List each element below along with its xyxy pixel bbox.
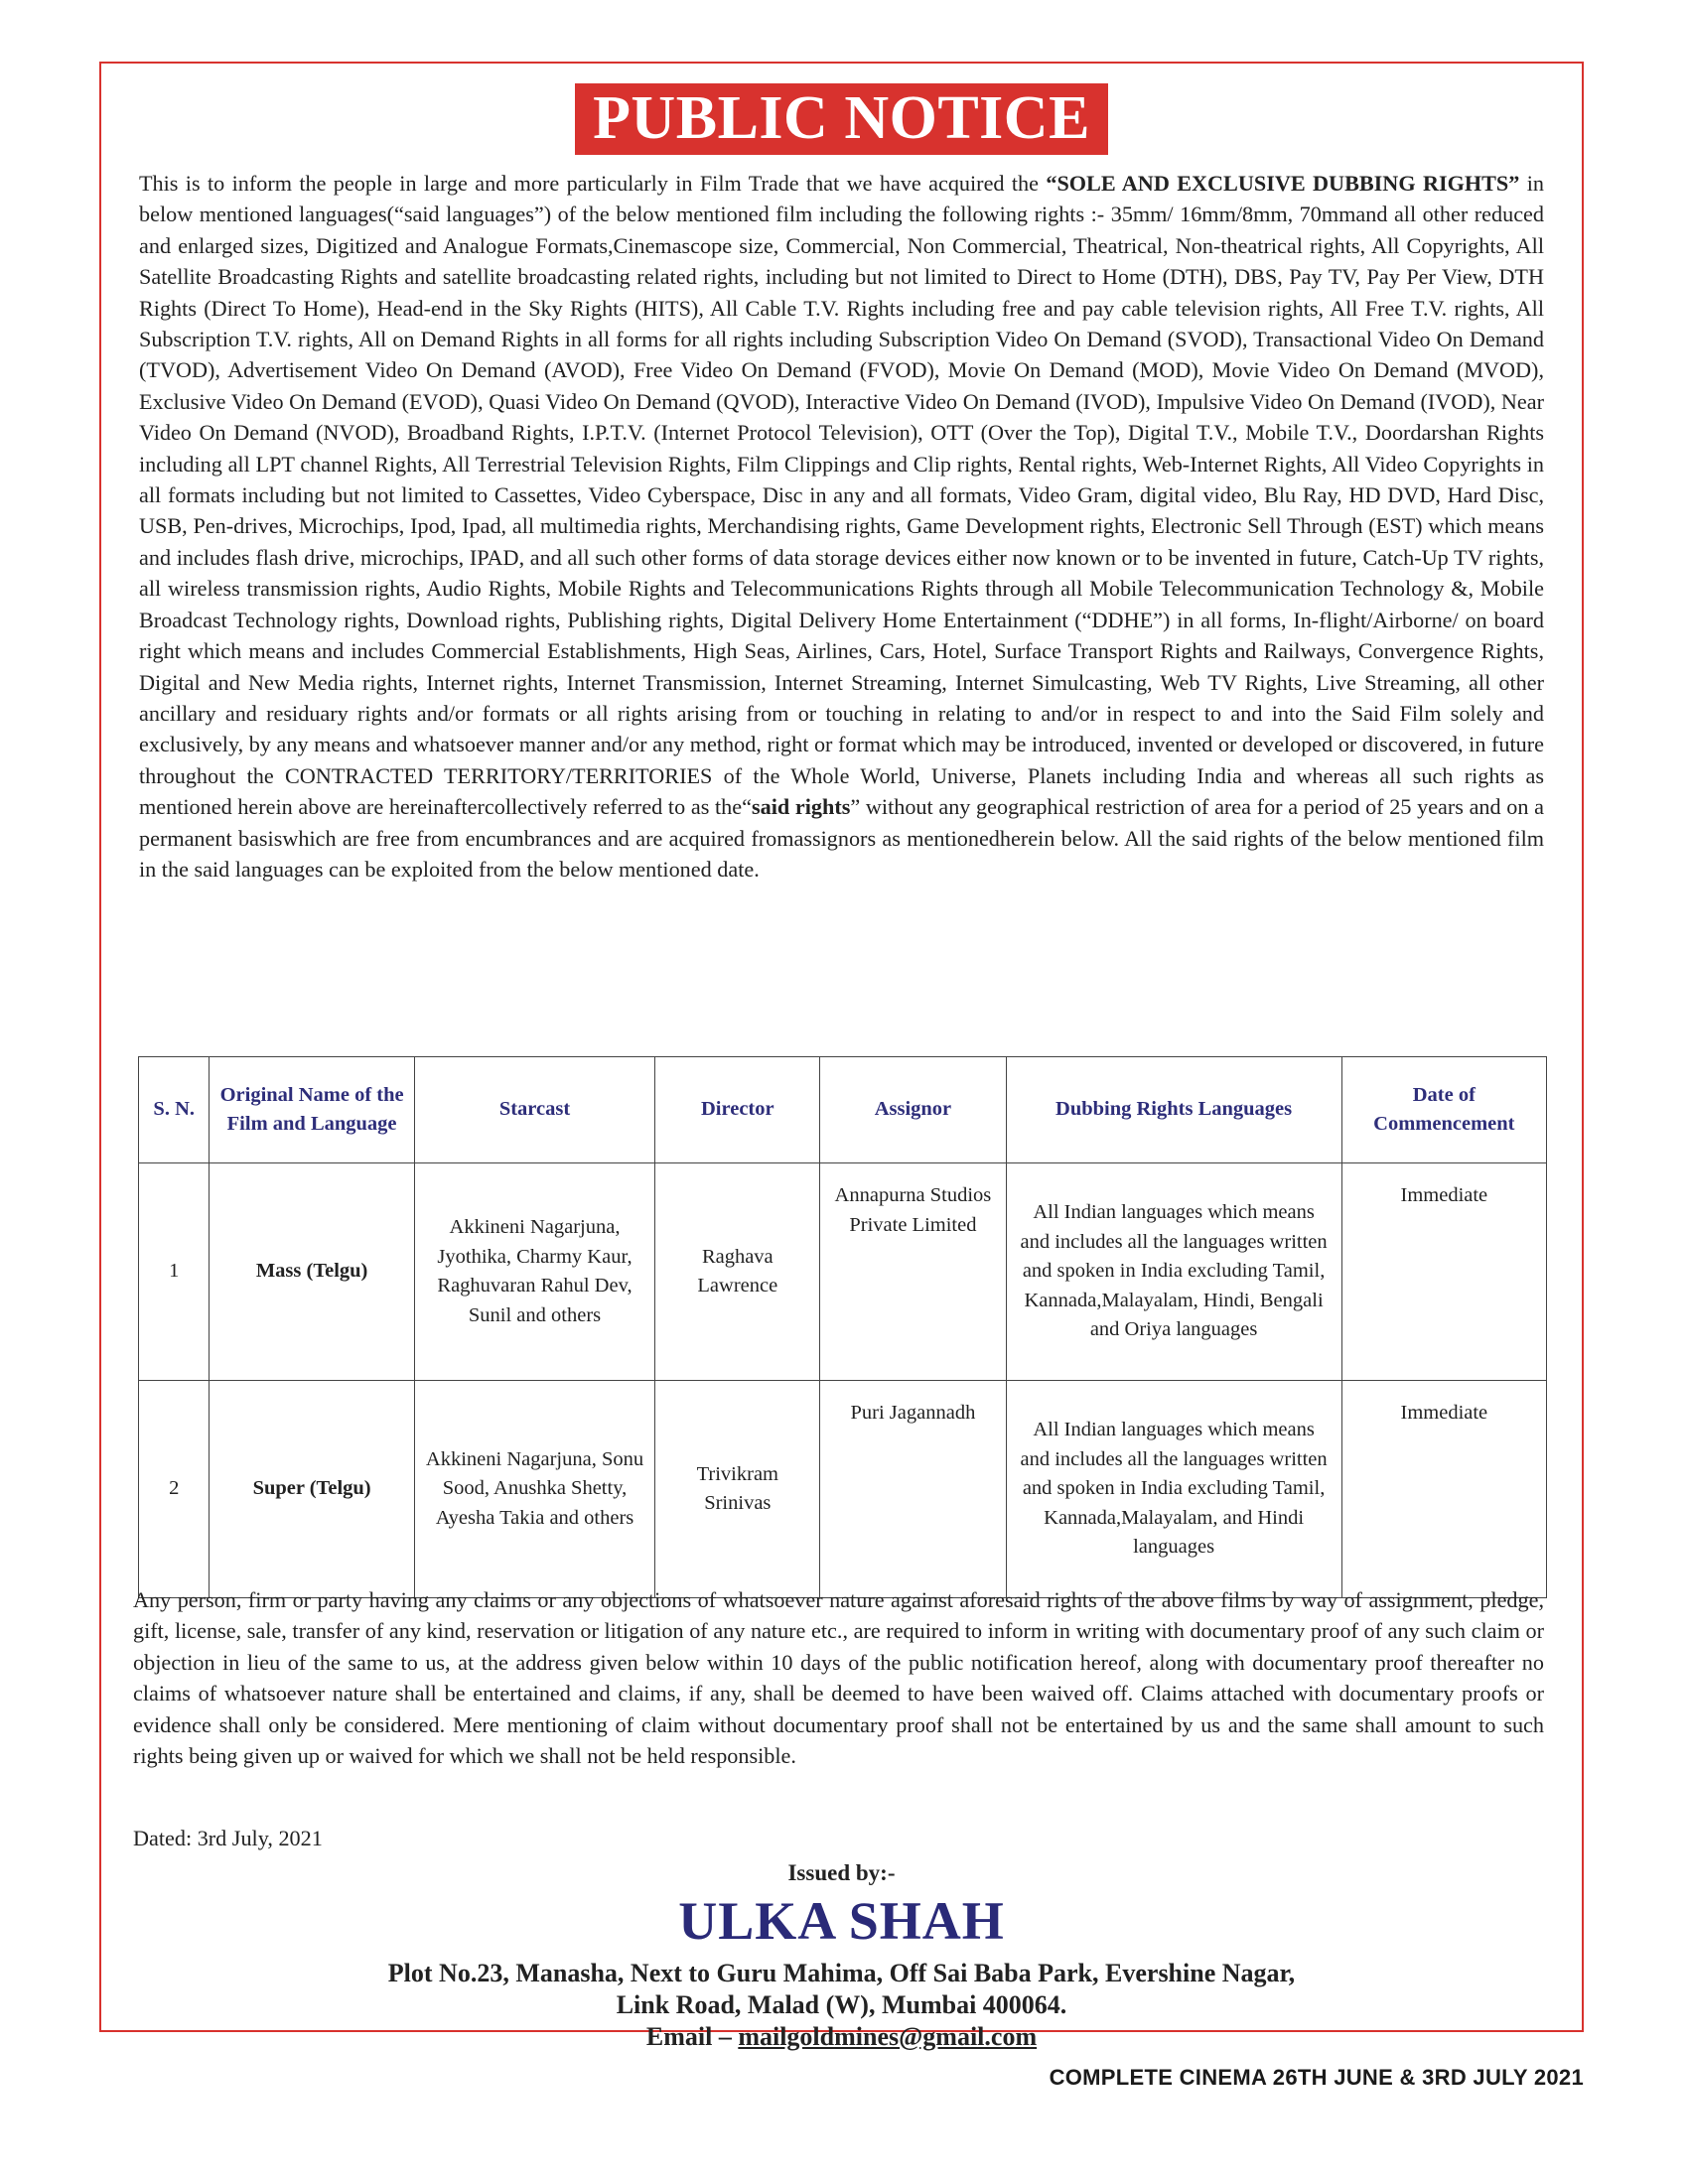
header-film: Original Name of the Film and Language [210,1057,414,1163]
address-line-1: Plot No.23, Manasha, Next to Guru Mahima, Off Sai Baba Park, Evershine Nagar, [387,1959,1296,1987]
intro-text-start: This is to inform the people in large and more particularly in Film Trade that we have acquired the [139,171,1047,196]
address-line-2: Link Road, Malad (W), Mumbai 400064. [616,1990,1067,2019]
intro-bold-said-rights: said rights [751,794,851,820]
header-date: Date of Commencement [1341,1057,1546,1163]
header-starcast: Starcast [414,1057,655,1163]
intro-text-end: ” without any geographical restriction of area for a period of 25 years and on a permanent basiswhich are free from encumbrances and are acquired fromassignors as mentionedherein below. All the said rights of the below mentioned film in the said languages can be exploited from the below mentioned date. [139,794,1544,882]
issuer-address [101,1958,1582,2053]
closing-paragraph: Any person, firm or party having any claims or any objections of whatsoever nature against aforesaid rights of the above films by way of assignment, pledge, gift, license, sale, transfer of any kind, reservation or litigation of any nature etc., are required to inform in writing with documentary proof of any such claim or objection in lieu of the same to us, at the address given below within 10 days of the public notification hereof, along with documentary proof thereafter no claims of whatsoever nature shall be entertained and claims, if any, shall be deemed to have been waived off. Claims attached with documentary proofs or evidence shall only be considered. Mere mentioning of claim without documentary proof shall not be entertained by us and the same shall amount to such rights being given up or waived for which we shall not be held responsible. [133,1587,1544,1769]
cell-film: Super (Telgu) [210,1381,414,1598]
email-link[interactable]: mailgoldmines@gmail.com [738,2022,1038,2051]
email-label: Email – [645,2022,739,2051]
header-sn: S. N. [139,1057,210,1163]
dated-line: Dated: 3rd July, 2021 [133,1826,323,1850]
films-table [138,1056,1547,1598]
cell-assignor: Puri Jagannadh [820,1381,1006,1598]
intro-text-middle: in below mentioned languages(“said languages”) of the below mentioned film including the following rights :- 35mm/ 16mm/8mm, 70mmand all other reduced and enlarged sizes, Digitized and Analogue Formats,Cinemascope size, Commercial, Non Commercial, Theatrical, Non-theatrical rights, All Copyrights, All Satellite Broadcasting Rights and satellite broadcasting related rights, including but not limited to Direct to Home (DTH), DBS, Pay TV, Pay Per View, DTH Rights (Direct To Home), Head-end in the Sky Rights (HITS), All Cable T.V. Rights including free and pay cable television rights, All Free T.V. rights, All Subscription T.V. rights, All on Demand Rights in all forms for all rights including Subscription Video On Demand (SVOD), Transactional Video On Demand (TVOD), Advertisement Video On Demand (AVOD), Free Video On Demand (FVOD), Movie On Demand (MOD), Movie Video On Demand (MVOD), Exclusive Video On Demand (EVOD), Quasi Video On Demand (QVOD), Interactive Video On Demand (IVOD), Impulsive Video On Demand (IVOD), Near Video On Demand (NVOD), Broadband Rights, I.P.T.V. (Internet Protocol Television), OTT (Over the Top), Digital T.V., Mobile T.V., Doordarshan Rights including all LPT channel Rights, All Terrestrial Television Rights, Film Clippings and Clip rights, Rental rights, Web-Internet Rights, All Video Copyrights in all formats including but not limited to Cassettes, Video Cyberspace, Disc in any and all formats, Video Gram, digital video, Blu Ray, HD DVD, Hard Disc, USB, Pen-drives, Microchips, Ipod, Ipad, all multimedia rights, Merchandising rights, Game Development rights, Electronic Sell Through (EST) which means and includes flash drive, microchips, IPAD, and all such other forms of data storage devices either now known or to be invented in future, Catch-Up TV rights, all wireless transmission rights, Audio Rights, Mobile Rights and Telecommunications Rights through all Mobile Telecommunication Technology &, Mobile Broadcast Technology rights, Download rights, Publishing rights, Digital Delivery Home Entertainment (“DDHE”) in all forms, In-flight/Airborne/ on board right which means and includes Commercial Establishments, High Seas, Airlines, Cars, Hotel, Surface Transport Rights and Railways, Convergence Rights, Digital and New Media rights, Internet rights, Internet Transmission, Internet Streaming, Internet Simulcasting, Web TV Rights, Live Streaming, all other ancillary and residuary rights and/or formats or all rights arising from or touching in relating to and/or in respect to and into the Said Film solely and exclusively, by any means and whatsoever manner and/or any method, right or format which may be introduced, invented or developed or discovered, in future throughout the CONTRACTED TERRITORY/TERRITORIES of the Whole World, Universe, Planets including India and whereas all such rights as mentioned herein above are hereinaftercollectively referred to as the“ [139,171,1544,820]
cell-starcast: Akkineni Nagarjuna, Jyothika, Charmy Kaur, Raghuvaran Rahul Dev, Sunil and others [414,1163,655,1381]
notice-title: PUBLIC NOTICE [575,83,1108,155]
email-line [101,2021,1582,2053]
cell-film: Mass (Telgu) [210,1163,414,1381]
table-row [139,1163,1547,1381]
cell-starcast: Akkineni Nagarjuna, Sonu Sood, Anushka Shetty, Ayesha Takia and others [414,1381,655,1598]
cell-date: Immediate [1341,1381,1546,1598]
cell-sn: 2 [139,1381,210,1598]
header-assignor: Assignor [820,1057,1006,1163]
cell-director: Raghava Lawrence [655,1163,820,1381]
cell-director: Trivikram Srinivas [655,1381,820,1598]
table-header-row [139,1057,1547,1163]
issued-by-label: Issued by:- [787,1860,896,1885]
intro-paragraph [139,168,1544,885]
publication-footer: COMPLETE CINEMA 26TH JUNE & 3RD JULY 2021 [1049,2065,1584,2090]
table-row [139,1381,1547,1598]
cell-assignor: Annapurna Studios Private Limited [820,1163,1006,1381]
cell-sn: 1 [139,1163,210,1381]
notice-frame [99,62,1584,2051]
title-wrap [101,83,1582,155]
cell-languages: All Indian languages which means and includes all the languages written and spoken in India excluding Tamil, Kannada,Malayalam, Hindi, Bengali and Oriya languages [1006,1163,1341,1381]
cell-date: Immediate [1341,1163,1546,1381]
intro-bold-rights: “SOLE AND EXCLUSIVE DUBBING RIGHTS” [1046,171,1520,196]
issuer-name: ULKA SHAH [678,1891,1005,1951]
header-director: Director [655,1057,820,1163]
cell-languages: All Indian languages which means and includes all the languages written and spoken in India excluding Tamil, Kannada,Malayalam, and Hindi languages [1006,1381,1341,1598]
header-languages: Dubbing Rights Languages [1006,1057,1341,1163]
